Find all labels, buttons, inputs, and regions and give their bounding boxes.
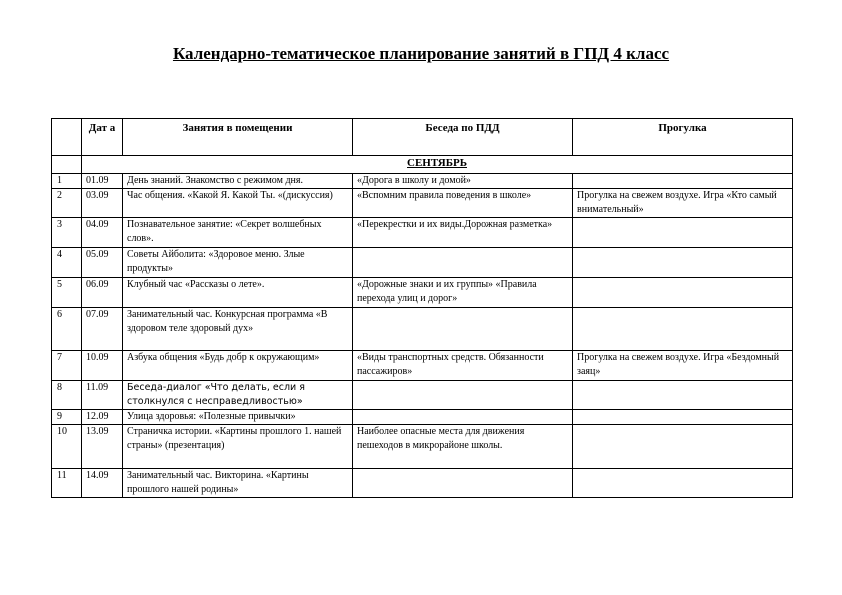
table-row [52,425,793,469]
table-row [52,469,793,498]
month-empty-cell [52,156,82,174]
row-walk [573,248,793,278]
row-walk [573,381,793,410]
row-pdd: Наиболее опасные места для движения пешеходов в микрорайоне школы. [353,425,573,469]
row-pdd [353,381,573,410]
table-row [52,189,793,218]
row-date: 12.09 [82,410,123,425]
row-indoor: Занимательный час. Викторина. «Картины прошлого нашей родины» [123,469,353,498]
row-indoor: Азбука общения «Будь добр к окружающим» [123,351,353,381]
row-pdd: «Виды транспортных средств. Обязанности пассажиров» [353,351,573,381]
month-row [52,156,793,174]
row-date: 14.09 [82,469,123,498]
row-pdd [353,410,573,425]
row-walk [573,174,793,189]
schedule-table [51,118,793,498]
row-number: 10 [52,425,82,469]
row-pdd: «Вспомним правила поведения в школе» [353,189,573,218]
row-number: 4 [52,248,82,278]
row-number: 1 [52,174,82,189]
row-pdd [353,469,573,498]
row-walk [573,425,793,469]
table-row [52,174,793,189]
row-date: 06.09 [82,278,123,308]
row-number: 2 [52,189,82,218]
row-date: 13.09 [82,425,123,469]
row-walk [573,308,793,351]
row-number: 5 [52,278,82,308]
header-row [52,119,793,156]
row-date: 04.09 [82,218,123,248]
row-date: 11.09 [82,381,123,410]
row-indoor: Час общения. «Какой Я. Какой Ты. «(дискуссия) [123,189,353,218]
row-number: 9 [52,410,82,425]
table-row [52,351,793,381]
row-indoor: Советы Айболита: «Здоровое меню. Злые продукты» [123,248,353,278]
row-date: 01.09 [82,174,123,189]
row-number: 6 [52,308,82,351]
header-num [52,119,82,156]
header-pdd: Беседа по ПДД [353,119,573,156]
row-date: 05.09 [82,248,123,278]
row-pdd: «Дорожные знаки и их группы» «Правила перехода улиц и дорог» [353,278,573,308]
row-number: 11 [52,469,82,498]
row-number: 7 [52,351,82,381]
header-walk: Прогулка [573,119,793,156]
table-row [52,278,793,308]
row-walk [573,469,793,498]
row-walk: Прогулка на свежем воздухе. Игра «Бездомный заяц» [573,351,793,381]
row-pdd [353,308,573,351]
table-row [52,381,793,410]
row-number: 8 [52,381,82,410]
row-pdd: «Перекрестки и их виды.Дорожная разметка» [353,218,573,248]
header-date: Дат а [82,119,123,156]
row-indoor: Занимательный час. Конкурсная программа «В здоровом теле здоровый дух» [123,308,353,351]
table-row [52,248,793,278]
row-pdd [353,248,573,278]
table-row [52,410,793,425]
row-indoor: Страничка истории. «Картины прошлого 1. нашей страны» (презентация) [123,425,353,469]
row-indoor: Беседа-диалог «Что делать, если я столкнулся с несправедливостью» [123,381,353,410]
row-indoor: Улица здоровья: «Полезные привычки» [123,410,353,425]
table-row [52,218,793,248]
page-title: Календарно-тематическое планирование занятий в ГПД 4 класс [172,44,670,63]
row-walk [573,410,793,425]
row-walk [573,278,793,308]
row-date: 10.09 [82,351,123,381]
header-indoor: Занятия в помещении [123,119,353,156]
row-pdd: «Дорога в школу и домой» [353,174,573,189]
row-walk: Прогулка на свежем воздухе. Игра «Кто самый внимательный» [573,189,793,218]
row-number: 3 [52,218,82,248]
row-date: 03.09 [82,189,123,218]
row-walk [573,218,793,248]
month-label: СЕНТЯБРЬ [82,156,793,174]
row-indoor: Клубный час «Рассказы о лете». [123,278,353,308]
row-indoor: Познавательное занятие: «Секрет волшебных слов». [123,218,353,248]
row-date: 07.09 [82,308,123,351]
table-row [52,308,793,351]
row-indoor: День знаний. Знакомство с режимом дня. [123,174,353,189]
